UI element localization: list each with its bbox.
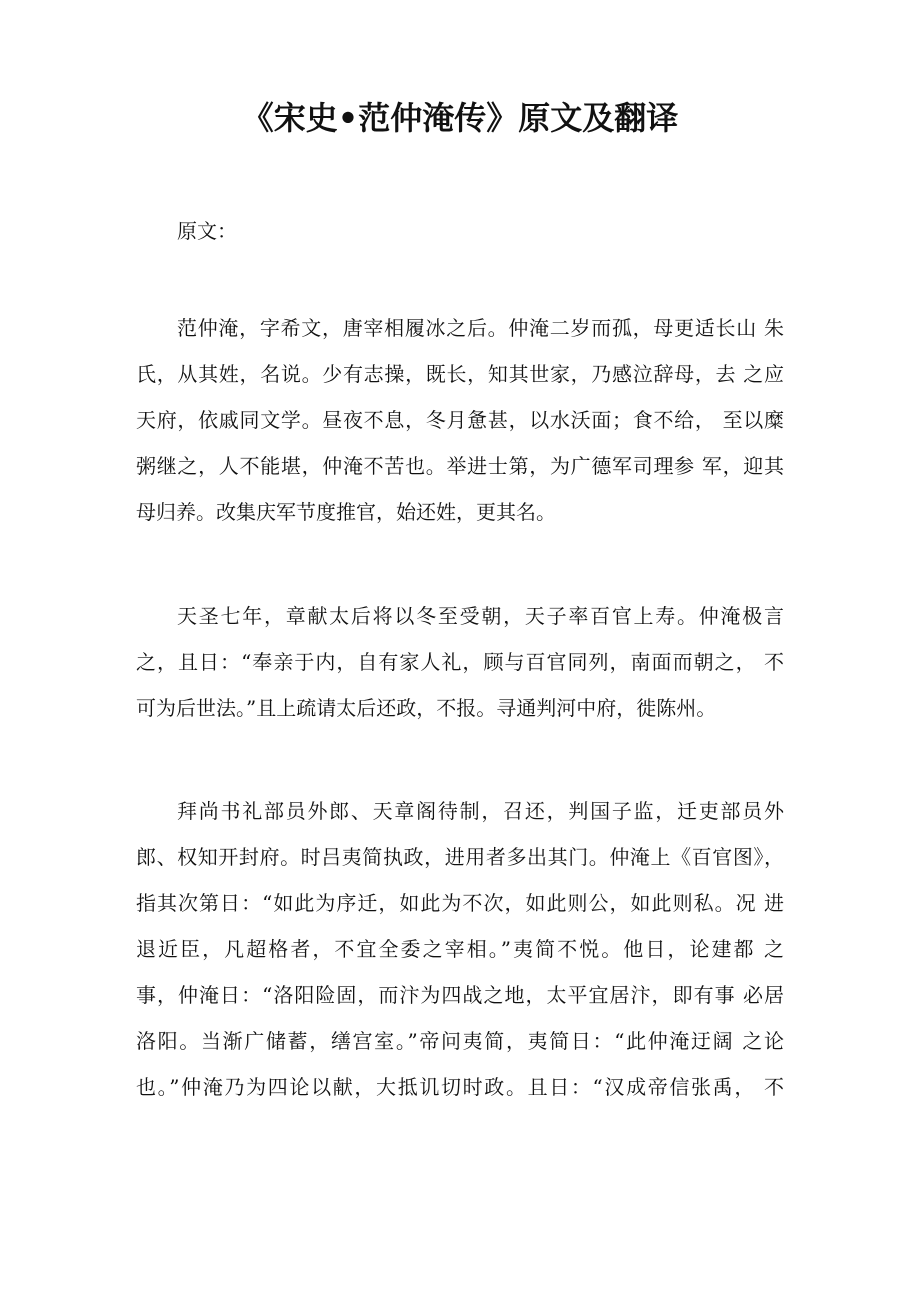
paragraph-line: 范仲淹，字希文，唐宰相履冰之后。仲淹二岁而孤，母更适长山 朱 [177,316,784,340]
paragraph-line: 也。”仲淹乃为四论以献，大抵讥切时政。且日：“汉成帝信张禹， 不 [136,1075,784,1099]
paragraph-1 [136,310,784,540]
page-title: 《宋史•范仲淹传》原文及翻译 [241,99,679,137]
paragraph-line: 洛阳。当渐广储蓄，缮宫室。”帝问夷简，夷简日：“此仲淹迂阔 之论 [136,1029,784,1053]
paragraph-line: 天圣七年，章献太后将以冬至受朝，天子率百官上寿。仲淹极言 [177,604,784,628]
section-label: 原文： [177,219,237,243]
paragraph-line: 天府，依戚同文学。昼夜不息，冬月惫甚，以水沃面；食不给， 至以糜 [136,408,784,432]
paragraph-line: 粥继之，人不能堪，仲淹不苦也。举进士第，为广德军司理参 军，迎其 [136,454,784,478]
paragraph-line: 指其次第日：“如此为序迁，如此为不次，如此则公，如此则私。况 进 [136,891,784,915]
paragraph-line: 之，且日：“奉亲于内，自有家人礼，顾与百官同列，南面而朝之， 不 [136,650,784,674]
paragraph-2 [136,598,784,736]
paragraph-line: 郎、权知开封府。时吕夷简执政，进用者多出其门。仲淹上《百官图》， [136,845,784,869]
paragraph-line: 拜尚书礼部员外郎、天章阁待制，召还，判国子监，迁吏部员外 [177,799,784,823]
paragraph-line: 氏，从其姓，名说。少有志操，既长，知其世家，乃感泣辞母，去 之应 [136,362,784,386]
paragraph-line: 母归养。改集庆军节度推官，始还姓，更其名。 [136,500,556,524]
paragraph-3 [136,793,784,1115]
paragraph-line: 退近臣，凡超格者，不宜全委之宰相。”夷简不悦。他日，论建都 之 [136,937,784,961]
paragraph-line: 可为后世法。”且上疏请太后还政，不报。寻通判河中府，徙陈州。 [136,696,717,720]
paragraph-line: 事，仲淹日：“洛阳险固，而汴为四战之地，太平宜居汴，即有事 必居 [136,983,784,1007]
